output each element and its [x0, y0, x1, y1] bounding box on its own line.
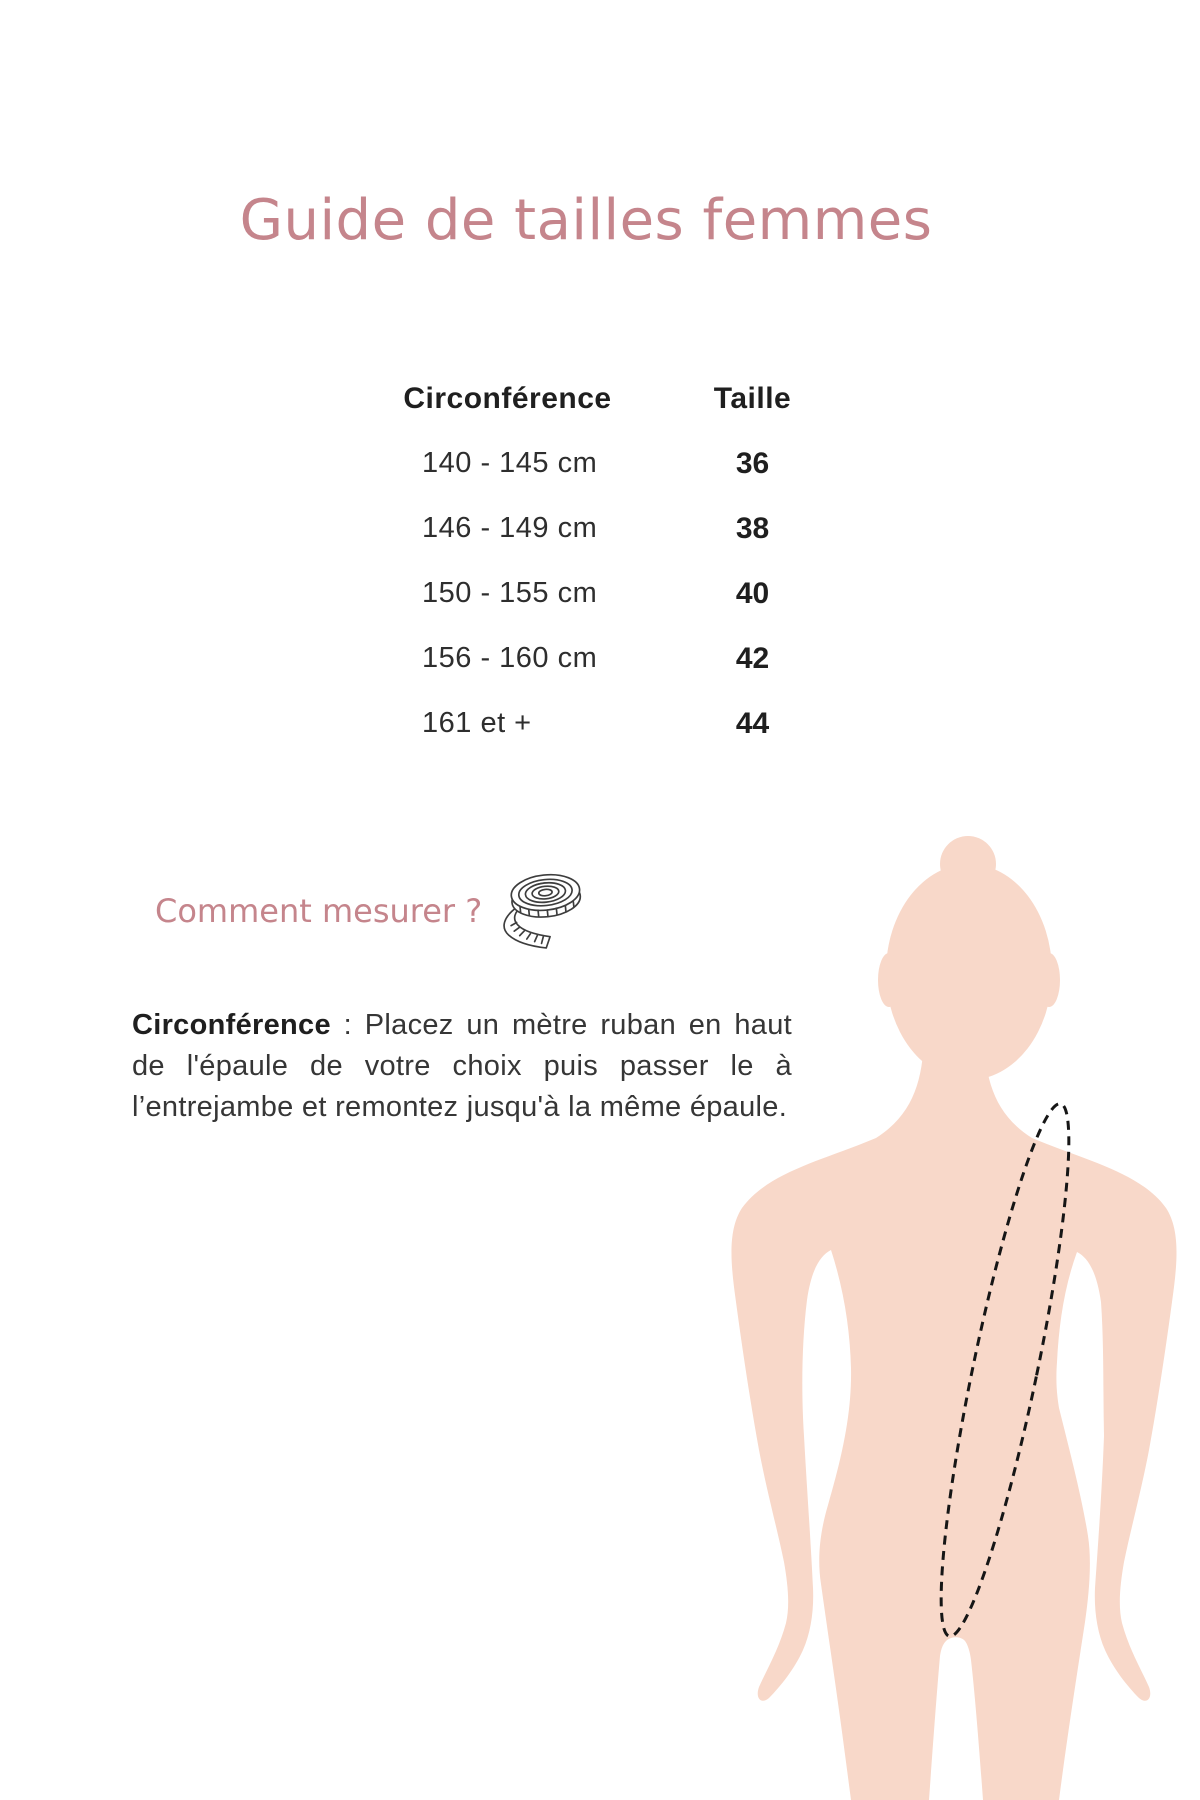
circumference-cell: 140 - 145 cm — [422, 447, 598, 479]
column-header-taille: Taille — [713, 381, 792, 415]
column-header-circumference: Circonférence — [403, 381, 612, 415]
silhouette-ear-left — [878, 953, 900, 1007]
circumference-cell: 150 - 155 cm — [422, 577, 598, 609]
size-cell: 36 — [735, 446, 770, 480]
table-row — [330, 626, 820, 691]
circumference-cell: 146 - 149 cm — [422, 512, 598, 544]
size-cell: 38 — [735, 511, 770, 545]
size-table — [330, 366, 820, 756]
size-cell: 44 — [735, 706, 770, 740]
measure-instructions — [132, 1005, 792, 1128]
circumference-cell: 161 et + — [422, 707, 532, 739]
size-table-header-row — [330, 366, 820, 431]
size-cell: 40 — [735, 576, 770, 610]
silhouette-torso-arms-legs — [731, 1024, 1176, 1800]
measuring-tape-icon — [498, 868, 590, 956]
size-cell: 42 — [735, 641, 770, 675]
table-row — [330, 561, 820, 626]
instruction-text: : Placez un mètre ruban en haut de l'épaule de votre choix puis passer le à l’entrejambe et remontez jusqu'à la même épaule. — [132, 1009, 792, 1123]
how-to-measure-heading: Comment mesurer ? — [155, 892, 483, 930]
silhouette-body-shapes — [731, 836, 1176, 1800]
silhouette-ear-right — [1038, 953, 1060, 1007]
instruction-term: Circonférence — [132, 1009, 331, 1041]
circumference-cell: 156 - 160 cm — [422, 642, 598, 674]
table-row — [330, 431, 820, 496]
table-row — [330, 691, 820, 756]
table-row — [330, 496, 820, 561]
page-title: Guide de tailles femmes — [239, 187, 933, 253]
